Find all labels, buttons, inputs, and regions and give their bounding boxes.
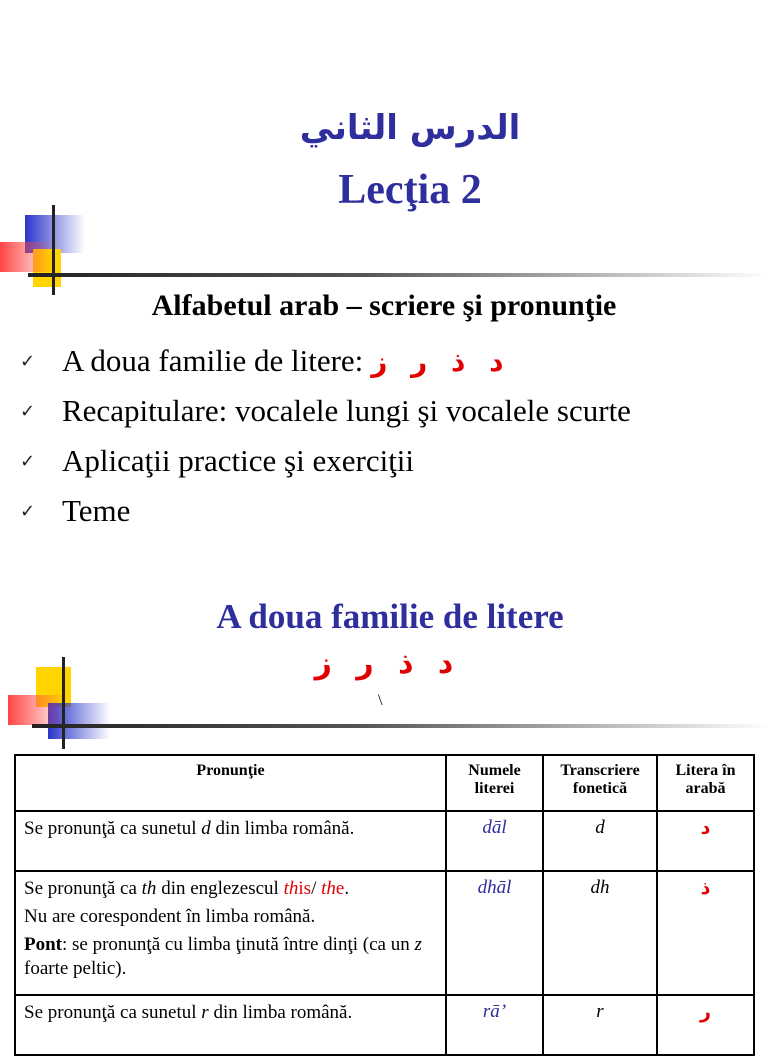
column-header: Transcriere fonetică: [543, 755, 657, 811]
column-header: Numele literei: [446, 755, 543, 811]
pronunciation-cell: Se pronunţă ca sunetul d din limba română.: [15, 811, 446, 871]
stray-mark: \: [378, 692, 383, 709]
checkmark-icon: ✓: [20, 350, 36, 372]
checkmark-icon: ✓: [20, 500, 36, 522]
slide-subtitle: Alfabetul arab – scriere şi pronunţie: [151, 289, 617, 322]
list-item: ✓ A doua familie de litere: د ذ ر ز: [20, 343, 504, 378]
transcription-cell: dh: [543, 871, 657, 995]
pronunciation-cell: Se pronunţă ca sunetul r din limba română.: [15, 995, 446, 1055]
arabic-letters: د ذ ر ز: [371, 344, 504, 378]
transcription-cell: d: [543, 811, 657, 871]
letters-table: [14, 754, 755, 1056]
arabic-letter-cell: ذ: [657, 871, 754, 995]
bullet-list: [20, 336, 631, 536]
divider-rule: [28, 273, 768, 277]
table-header-row: [15, 755, 754, 811]
column-header: Litera în arabă: [657, 755, 754, 811]
column-header: Pronunţie: [15, 755, 446, 811]
slide-decoration-logo: [8, 657, 118, 749]
letter-name-cell: dhāl: [446, 871, 543, 995]
section-title: A doua familie de litere: [216, 597, 564, 636]
letter-name-cell: dāl: [446, 811, 543, 871]
letter-name-cell: rā’: [446, 995, 543, 1055]
pronunciation-cell: Se pronunţă ca th din englezescul this/ the. Nu are corespondent în limba română. Pont: se pronunţă cu limba ţinută între dinţi (ca un z foarte peltic).: [15, 871, 446, 995]
arabic-letter-cell: ر: [657, 995, 754, 1055]
table-row: [15, 995, 754, 1055]
table-row: [15, 871, 754, 995]
page-title: Lecţia 2: [338, 167, 482, 213]
slide-decoration-logo: [0, 205, 110, 295]
checkmark-icon: ✓: [20, 400, 36, 422]
page-title-arabic: الدرس الثاني: [299, 108, 521, 148]
divider-rule: [32, 724, 768, 728]
list-item: ✓ Recapitulare: vocalele lungi şi vocalele scurte: [20, 393, 631, 428]
list-item: ✓ Aplicaţii practice şi exerciţii: [20, 443, 415, 478]
list-item: ✓ Teme: [20, 493, 131, 528]
section-arabic-letters: د ذ ر ز: [314, 646, 454, 681]
table-row: [15, 811, 754, 871]
arabic-letter-cell: د: [657, 811, 754, 871]
transcription-cell: r: [543, 995, 657, 1055]
checkmark-icon: ✓: [20, 450, 36, 472]
